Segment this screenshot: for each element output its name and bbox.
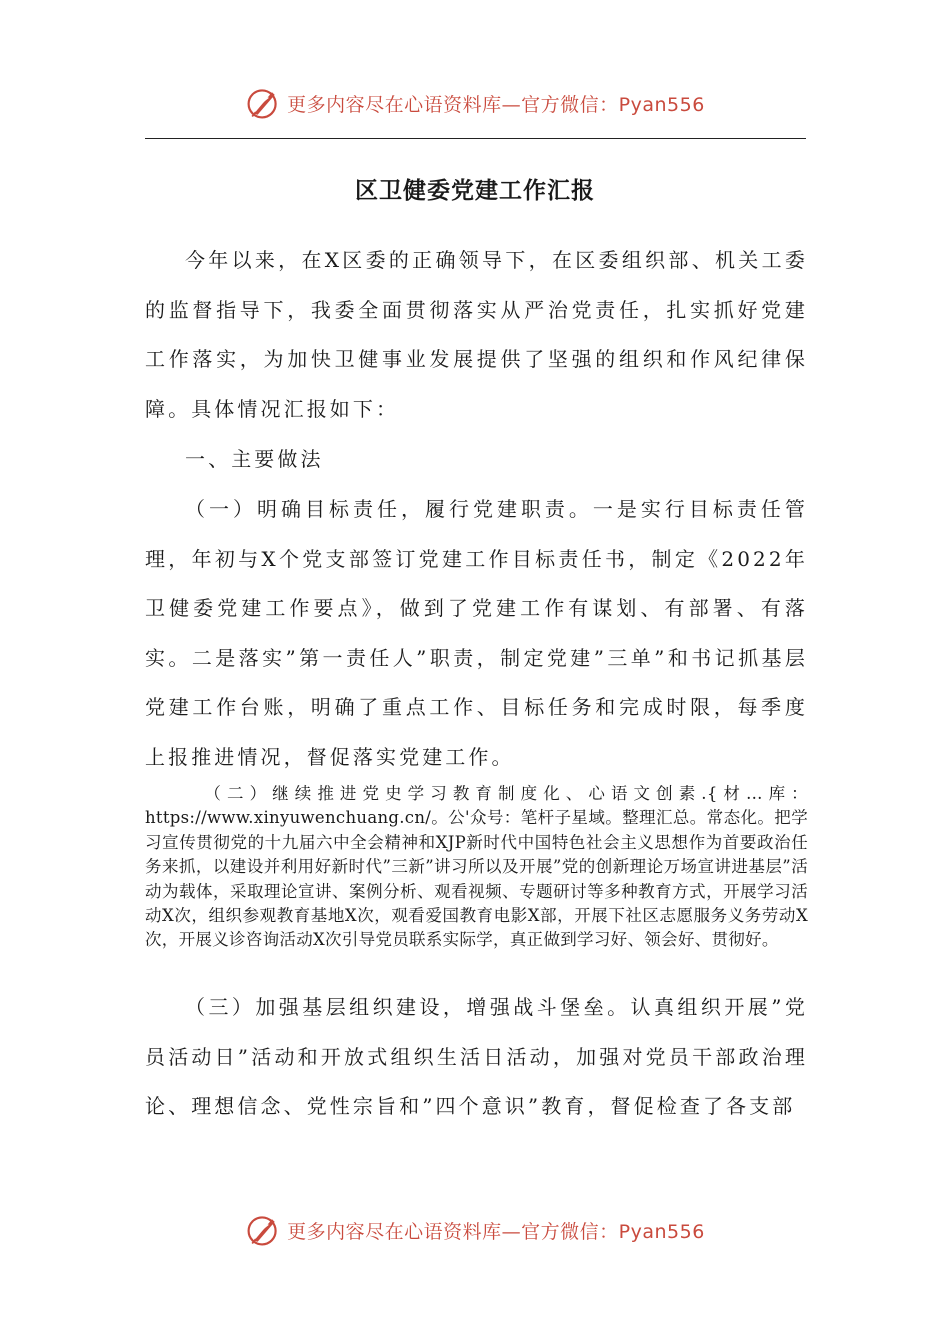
footer-banner-account: Pyan556: [618, 1220, 705, 1243]
header-banner-text: 更多内容尽在心语资料库—官方微信：Pyan556: [287, 93, 705, 116]
quill-pen-logo-icon: [245, 85, 281, 121]
paragraph-item-3: （三）加强基层组织建设，增强战斗堡垒。认真组织开展”党员活动日”活动和开放式组织生活日活动，加强对党员干部政治理论、理想信念、党性宗旨和”四个意识”教育，督促检查了各支部: [145, 995, 808, 1119]
document-title: 区卫健委党建工作汇报: [355, 178, 595, 204]
header-banner-account: Pyan556: [618, 93, 705, 116]
paragraph-item-2: （二）继续推进党史学习教育制度化、心语文创素.{材…库：https://www.xinyuwenchuang.cn/。公'众号：笔杆子星域。整理汇总。常态化。把学习宣传贯彻党的十九届六中全会精神和XJP新时代中国特色社会主义思想作为首要政治任务来抓，以建设并利用好新时代”三新”讲习所以及开展”党的创新理论万场宣讲进基层”活动为载体，采取理论宣讲、案例分析、观看视频、专题研讨等多种教育方式，开展学习活动X次，组织参观教育基地X次，观看爱国教育电影X部，开展下社区志愿服务义务劳动X次，开展义诊咨询活动X次引导党员联系实际学，真正做到学习好、领会好、贯彻好。: [145, 784, 808, 950]
section-heading: 一、主要做法: [185, 447, 324, 471]
header-divider: [145, 138, 806, 139]
paragraph-intro: 今年以来，在X区委的正确领导下，在区委组织部、机关工委的监督指导下，我委全面贯彻落实从严治党责任，扎实抓好党建工作落实，为加快卫健事业发展提供了坚强的组织和作风纪律保障。具体情况汇报如下：: [145, 248, 808, 421]
footer-banner: [0, 1205, 950, 1255]
header-banner: [0, 78, 950, 128]
paragraph-item-1: （一）明确目标责任，履行党建职责。一是实行目标责任管理，年初与X个党支部签订党建工作目标责任书，制定《2022年卫健委党建工作要点》，做到了党建工作有谋划、有部署、有落实。二是落实”第一责任人”职责，制定党建”三单”和书记抓基层党建工作台账，明确了重点工作、目标任务和完成时限，每季度上报推进情况，督促落实党建工作。: [145, 497, 808, 769]
quill-pen-logo-icon: [245, 1212, 281, 1248]
footer-banner-text: 更多内容尽在心语资料库—官方微信：Pyan556: [287, 1220, 705, 1243]
